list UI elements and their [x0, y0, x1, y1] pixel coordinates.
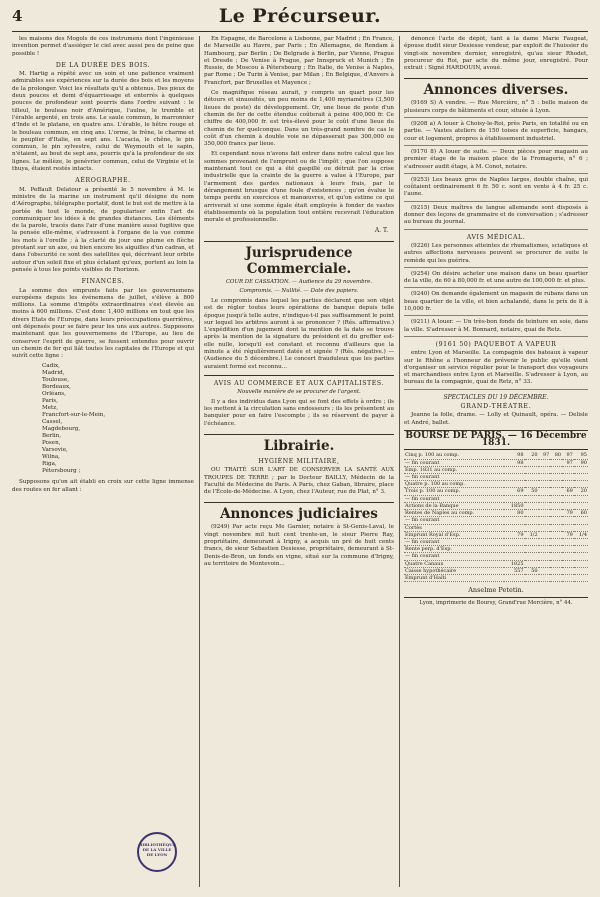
table-cell-label: Emprunt Royal d'Esp. — [404, 531, 504, 538]
table-cell-value — [550, 481, 562, 488]
article-routes: En Espagne, de Barcelone à Lisbonne, par Madrid ; En France, de Marseille au Havre, par Paris ; En Allemagne, de Rendam à Hambourg, par Berlin ; De Belgrade à Berlin, par Vienne, Prague et Dresde ; De Venise à Prague, par Innspruck et Munich ; En Russie, de Moscou à Pétersbourg ; En Italie, de Venise à Naples, par Rome ; De Turin à Venise, par Milan ; En Belgique, d'Anvers à Francfort, par Bruxelles et Mayence ; — [204, 36, 394, 86]
table-cell-value: 97 — [539, 452, 551, 459]
table-cell-value — [550, 574, 562, 581]
spectacles-heading: SPECTACLES DU 19 DÉCEMBRE. — [443, 393, 549, 401]
city-list — [42, 363, 194, 475]
table-cell-value — [525, 538, 539, 545]
table-cell-value: 95 — [574, 452, 588, 459]
table-cell-value — [525, 517, 539, 524]
table-cell-value: 79 — [504, 531, 525, 538]
table-cell-value — [539, 553, 551, 560]
table-cell-value — [539, 459, 551, 466]
column-1 — [12, 36, 194, 886]
table-row — [404, 452, 588, 459]
table-cell-value — [550, 459, 562, 466]
table-cell-value: 79 — [562, 531, 574, 538]
avis-subtitle: Nouvelle manière de se procurer de l'argent. — [237, 389, 361, 396]
table-cell-value — [539, 510, 551, 517]
table-cell-label: Quatre Canaux — [404, 560, 504, 567]
list-item: Paris, — [42, 398, 58, 405]
table-cell-value: 69 — [504, 488, 525, 495]
table-row — [404, 481, 588, 488]
table-cell-value: 20 — [574, 488, 588, 495]
article-intro: les maisons des Mogols de ces instrumens dont l'ingénieuse invention permet d'assiéger le ciel avec aussi peu de peine que possible ! — [12, 36, 194, 57]
advertisement: (9208 a) A louer à Choisy-le-Roi, près Paris, en totalité ou en partie. — Vastes ateliers de 150 toises de superficie, hangars, cour et logement, propres à établissement industriel. — [404, 121, 588, 146]
table-cell-value: 90 — [574, 459, 588, 466]
list-item: Varsovie, — [42, 447, 68, 454]
table-cell-value — [550, 495, 562, 502]
list-item: Cadix, — [42, 363, 60, 370]
table-cell-value: 60 — [574, 510, 588, 517]
table-cell-value — [539, 524, 551, 531]
table-cell-value — [504, 481, 525, 488]
table-cell-value — [562, 495, 574, 502]
table-cell-label: Cortès — [404, 524, 504, 531]
table-cell-label: Emprunt d'Haïti — [404, 574, 504, 581]
bourse-table — [404, 452, 588, 582]
table-cell-value — [574, 560, 588, 567]
article-top: dénoncé l'acte de dépôt, tant à la dame Marie Faugeat, épouse dudit sieur Desiesse vendeur, par exploit de l'huissier du vingt-six novembre dernier, enregistré, qu'au sieur Rhodet, procureur du Roi, par acte du même jour, enregistré. Pour extrait : Signé HARDOUIN, avoué. — [404, 36, 588, 72]
table-cell-value — [550, 502, 562, 509]
table-cell-value — [504, 538, 525, 545]
table-cell-value — [562, 474, 574, 481]
table-cell-value — [525, 459, 539, 466]
table-cell-label: Quatre p. 100 au comp. — [404, 481, 504, 488]
table-cell-value — [539, 567, 551, 574]
article-jurisprudence: Le compromis dans lequel les parties déclarent que son objet est de régler toutes leurs opérations de banque depuis telle époque jusqu'à telle autre, n'indique-t-il pas suffisamment le point sur lequel les arbitres auront à se prononcer ? (Rés. affirmative.) L'expédition d'un jugement dont la mention de la date se trouve après la mention de la signature du président et du greffier est-elle nulle, lorsqu'il est constant et reconnu d'ailleurs que la minute a été régulièrement datée et signée ? (Rés. négative.) — (Audience du 5 décembre.) Le concert frauduleux que les parties auraient formé est reconnu... — [204, 297, 394, 370]
table-cell-value — [550, 488, 562, 495]
advertisement: (9254) On désire acheter une maison dans un beau quartier de la ville, de 60 à 80,000 fr. et une autre de 100,000 fr. et plus. — [404, 271, 588, 289]
table-cell-value — [550, 474, 562, 481]
table-cell-value — [539, 538, 551, 545]
table-row — [404, 459, 588, 466]
table-cell-value — [574, 495, 588, 502]
table-cell-value — [574, 474, 588, 481]
list-item: Madrid, — [42, 370, 65, 377]
table-cell-value: 20 — [525, 452, 539, 459]
advertisement: (9215) Deux maîtres de langue allemande sont disposés à donner des leçons de grammaire et de conversation ; s'adresser au bureau du journal. — [404, 205, 588, 230]
table-row — [404, 517, 588, 524]
gerant-signature: Anselme Petetin. — [468, 586, 524, 595]
table-cell-value — [539, 574, 551, 581]
table-cell-value — [550, 524, 562, 531]
table-cell-value: 97 — [562, 459, 574, 466]
column-rule — [399, 36, 400, 887]
table-cell-value — [525, 546, 539, 553]
table-row — [404, 531, 588, 538]
table-cell-value — [574, 538, 588, 545]
bourse-title: BOURSE DE PARIS. — 16 Décembre 1831. — [404, 430, 588, 451]
table-row — [404, 466, 588, 473]
list-item: Wilna, — [42, 454, 60, 461]
table-cell-value — [574, 517, 588, 524]
table-row — [404, 574, 588, 581]
section-heading-avis-medical: AVIS MÉDICAL. — [466, 233, 526, 241]
table-row — [404, 495, 588, 502]
table-row — [404, 553, 588, 560]
column-3 — [404, 36, 588, 886]
table-cell-value — [562, 466, 574, 473]
table-cell-value: 1/4 — [574, 531, 588, 538]
table-cell-value: 98 — [504, 452, 525, 459]
column-rule — [199, 36, 200, 887]
table-cell-label: Cinq p. 100 au comp. — [404, 452, 504, 459]
section-heading-paquebot: (9161 50) PAQUEBOT A VAPEUR — [435, 340, 557, 348]
table-cell-value — [550, 510, 562, 517]
article-bois: M. Hartig a répété avec un soin et une patience vraiment admirables ses expériences sur la durée des bois et les moyens de la prolonger. Voici les résultats qu'il a obtenus. Des pieux de deux pouces et demi d'équarrissage et enterrés à quelques pouces de profondeur sont pourris dans l'ordre suivant : le tilleul, le bouleau noir d'Amérique, l'aulne, le tremble et l'érable argenté, en trois ans. Le saule commun, le marronnier d'Inde et le platane, en quatre ans. L'érable, le hêtre rouge et le bouleau commun, en cinq ans. L'orme, le frêne, le charme et le peuplier d'Italie, en sept ans. L'acacia, le chêne, le pin commun, le pin sylvestre, celui de Weymouth et le sapin, n'étaient, au bout de sept ans, pourris qu'à la profondeur de six lignes. Le mélèze, le genévrier commun, celui de Virginie et le thuya, étaient restés intacts. — [12, 71, 194, 173]
table-row — [404, 488, 588, 495]
table-cell-value: 1850 — [504, 502, 525, 509]
divider — [204, 375, 394, 376]
section-heading-aerographe: AÉROGRAPHE. — [75, 177, 131, 185]
table-cell-value — [562, 524, 574, 531]
section-heading-bois: DE LA DURÉE DES BOIS. — [55, 61, 151, 69]
advertisement: (9170 8) A louer de suite. — Deux pièces pour magasin au premier étage de la maison place de la Fromagerie, n° 6 ; s'adresser audit étage, à M. Conot, notaire. — [404, 149, 588, 174]
list-item: Francfort-sur-le-Mein, — [42, 412, 106, 419]
table-cell-value — [562, 538, 574, 545]
table-cell-value — [539, 517, 551, 524]
table-cell-value — [562, 517, 574, 524]
section-title-annonces-judiciaires: Annonces judiciaires — [204, 502, 394, 522]
table-cell-value — [562, 553, 574, 560]
list-item: Berlin, — [42, 433, 62, 440]
table-cell-value: 50 — [525, 567, 539, 574]
section-title-jurisprudence: Jurisprudence Commerciale. — [204, 241, 394, 277]
table-cell-value — [539, 531, 551, 538]
table-row — [404, 524, 588, 531]
table-cell-value — [550, 531, 562, 538]
table-cell-label: — fin courant — [404, 553, 504, 560]
table-row — [404, 502, 588, 509]
table-cell-value — [562, 574, 574, 581]
table-cell-value — [574, 567, 588, 574]
table-cell-value — [504, 517, 525, 524]
table-cell-value — [550, 538, 562, 545]
table-cell-label: Rente perp. d'Esp. — [404, 546, 504, 553]
table-cell-value: 1/2 — [525, 531, 539, 538]
table-cell-value — [539, 546, 551, 553]
table-cell-label: — fin courant — [404, 517, 504, 524]
table-cell-value — [539, 495, 551, 502]
section-title-annonces-diverses: Annonces diverses. — [404, 78, 588, 98]
table-cell-value — [562, 567, 574, 574]
table-cell-value: 98 — [504, 459, 525, 466]
table-cell-value — [504, 495, 525, 502]
table-cell-value — [574, 502, 588, 509]
table-cell-value — [504, 524, 525, 531]
article-signature: A. T. — [374, 227, 388, 235]
article-calc: Ce magnifique réseau aurait, y compris un quart pour les détours et sinuosités, un peu moins de 1,400 myriamètres (3,500 lieues de poste) de développement. Or, une lieue de poste d'un chemin de fer de cette étendue coûterait à peine 400,000 fr. Ce chiffre de 400,000 fr. est très-élevé pour le coût d'une lieue du chemin de fer quelconque. Dans un très-grand nombre de cas le coût d'un chemin à double voie ne dépasserait pas 300,000 ou 350,000 francs par lieue. — [204, 90, 394, 148]
advertisement: (9169 S) A vendre. — Rue Mercière, n° 5 : belle maison de plusieurs corps de bâtiments et cour, située à Lyon. — [404, 100, 588, 118]
table-cell-value — [504, 466, 525, 473]
table-cell-label: — fin courant — [404, 538, 504, 545]
table-cell-value — [525, 560, 539, 567]
table-cell-value — [525, 574, 539, 581]
table-row — [404, 510, 588, 517]
table-cell-value — [525, 510, 539, 517]
table-cell-label: Caisse hypothécaire — [404, 567, 504, 574]
book-title: HYGIÈNE MILITAIRE, — [258, 457, 340, 465]
table-row — [404, 546, 588, 553]
section-heading-avis: AVIS AU COMMERCE ET AUX CAPITALISTES. — [213, 379, 385, 387]
table-cell-value — [525, 502, 539, 509]
article-avis: Il y a des individus dans Lyon qui se font des effets à ordre ; ils les mettent à la circulation sans endosseurs ; ils les présentent au banquier pour en faire l'escompte ; ils se réservent de payer à l'échéance. — [204, 398, 394, 427]
table-cell-value — [525, 553, 539, 560]
article-aerographe: M. Peffault Delatour a présenté le 5 novembre à M. le ministre de la marine un instrument qu'il désigne du nom d'Aérographe, télégraphe portatif, dont le but est de mettre à la portée de tout le monde, de populariser enfin l'art de communiquer les idées à de grandes distances. Les éléments de la parole, tracés dans l'air d'une manière aussi fugitive que la pensée elle-même, s'adressent à l'organe de la vue comme les mots à l'oreille ; à la clarté du jour une plume en flèche pivotant sur un axe, ou bien encore les aiguilles d'un cadran, et dans l'obscurité ce sont des satellites qui, décrivant leur orbite autour d'un soleil fixe et plus éclatant qu'eux, portent au loin la pensée à tous les points visibles de l'horizon. — [12, 186, 194, 273]
table-cell-value — [539, 560, 551, 567]
advertisement: (9226) Les personnes atteintes de rhumatismes, sciatiques et autres affections nerveuses peuvent se procurer de suite le remède qui les guérira. — [404, 243, 588, 268]
table-cell-value: 79 — [562, 510, 574, 517]
advertisement-paquebot: entre Lyon et Marseille. La compagnie des bateaux à vapeur sur le Rhône a l'honneur de prévenir le public qu'elle vient d'organiser un service régulier pour le transport des voyageurs et marchandises entre Lyon et Marseille. S'adresser à Lyon, au bureau de la compagnie, quai de Retz, n° 33. — [404, 350, 588, 389]
list-item: Magdebourg, — [42, 426, 81, 433]
table-cell-label: Emp. 1831 au comp. — [404, 466, 504, 473]
advertisement: (9211) A louer. — Un très-bon fonds de teinture en soie, dans la ville. S'adresser à M. Bonnard, notaire, quai de Retz. — [404, 319, 588, 337]
table-cell-label: Actions de la Banque — [404, 502, 504, 509]
table-cell-label: — fin courant — [404, 459, 504, 466]
table-cell-value — [539, 481, 551, 488]
table-cell-value — [550, 517, 562, 524]
section-title-librairie: Librairie. — [204, 434, 394, 454]
table-cell-value — [574, 546, 588, 553]
article-conclusion: Et cependant nous n'avons fait entrer dans notre calcul que les sommes provenant de l'emprunt ou de l'impôt ; que l'on suppose maintenant tout ce qui a été gaspillé ou détruit par la crise industrielle que la crainte de la guerre a value à l'Europe, par l'armement des gardes nationaux à leurs frais, par le dérangement brusque d'une foule d'existences ; qu'on évalue le temps perdu en exercices et manœuvres, et qu'on estime ce qui arriverait si une somme égale était employée à fonder de vastes établissements où la population tout entière recevrait l'éducation morale et professionnelle. — [204, 151, 394, 224]
page-number: 4 — [12, 7, 23, 25]
article-finances: La somme des emprunts faits par les gouvernemens européens depuis les événemens de juillet, s'élève à 800 millions. La somme d'impôts extraordinaires s'est élevée au moins à 600 millions. C'est donc 1,400 millions en tout que les divers Etats de l'Europe, dans leurs préoccupations guerrières, ont dépensés pour se faire peur les uns aux autres. Supposons maintenant que les gouvernemens de l'Europe, au lieu de conserver l'esprit de guerre, se fussent entendus pour ouvrir un chemin de fer qui liât toutes les capitales de l'Europe et qui suivît cette ligne : — [12, 287, 194, 360]
page-header — [12, 5, 588, 32]
list-item: Orléans, — [42, 391, 66, 398]
masthead: Le Précurseur. — [218, 5, 382, 27]
list-item: Toulouse, — [42, 377, 69, 384]
article-librairie: OU TRAITÉ SUR L'ART DE CONSERVER LA SANTÉ AUX TROUPES DE TERRE ; par le Docteur BAILLY, Médecin de la Faculté de Médecine de Paris. A Paris, chez Gaban, libraire, place de l'École-de-Médecine. A Lyon, chez l'Auteur, rue du Plat, n° 3. — [204, 467, 394, 496]
table-cell-value: 1025 — [504, 560, 525, 567]
theatre-heading: GRAND-THÉATRE. — [460, 402, 532, 410]
table-cell-value — [574, 574, 588, 581]
table-cell-value — [525, 481, 539, 488]
table-cell-value: 50 — [525, 488, 539, 495]
theatre-program: Jeanne la folle, drame. — Lolly et Quinault, opéra. — Delisle et André, ballet. — [404, 412, 588, 426]
table-cell-value — [574, 481, 588, 488]
table-cell-value: 80 — [504, 510, 525, 517]
table-cell-value — [525, 495, 539, 502]
table-cell-value — [504, 546, 525, 553]
table-cell-value — [562, 502, 574, 509]
article-annonces-judiciaires: (9249) Par acte reçu Me Garnier, notaire à St-Genis-Laval, le vingt novembre mil huit cent trente-un, le sieur Pierre Ray, propriétaire, demeurant à Irigny, a acquis un pré de huit cents francs, de sieur Sebastien Desiesse, propriétaire, demeurant à St-Denis-de-Bron, un fonds en vigne, situé sur la commune d'Irigny, au territoire de Montevoin... — [204, 524, 394, 567]
table-cell-value — [525, 466, 539, 473]
table-cell-value — [539, 474, 551, 481]
section-heading-finances: FINANCES. — [81, 278, 125, 286]
list-item: Bordeaux, — [42, 384, 71, 391]
table-cell-value — [550, 560, 562, 567]
table-cell-value — [550, 546, 562, 553]
table-cell-value — [574, 524, 588, 531]
imprint-line: Lyon, imprimerie de Boursy, Grand'rue Mercière, n° 44. — [404, 597, 588, 607]
table-cell-label: Trois p. 100 au comp. — [404, 488, 504, 495]
table-row — [404, 567, 588, 574]
table-row — [404, 474, 588, 481]
table-cell-value — [574, 466, 588, 473]
advertisement: (9253) Les beaux gros de Naples larges, double chaîne, qui coûtaient ordinairement 6 fr. 50 c. sont en vente à 4 fr. 25 c. l'aune. — [404, 177, 588, 202]
library-stamp: BIBLIOTHÈQUE DE LA VILLE DE LYON — [137, 832, 177, 872]
table-cell-value: 557 — [504, 567, 525, 574]
table-cell-value — [562, 481, 574, 488]
table-cell-value — [562, 560, 574, 567]
table-cell-value — [504, 574, 525, 581]
table-row — [404, 560, 588, 567]
jurisprudence-subtitle: COUR DE CASSATION. — Audience du 29 novembre. — [225, 278, 373, 285]
table-cell-value — [550, 553, 562, 560]
table-cell-value — [539, 488, 551, 495]
table-cell-value — [525, 524, 539, 531]
table-cell-value — [539, 502, 551, 509]
list-item: Pétersbourg ; — [42, 468, 81, 475]
table-cell-value — [562, 546, 574, 553]
article-closing: Supposons qu'on ait établi en croix sur cette ligne immense des routes en fer allant : — [12, 479, 194, 493]
table-cell-value: 69 — [562, 488, 574, 495]
table-row — [404, 538, 588, 545]
table-cell-value — [525, 474, 539, 481]
table-cell-label: Rentes de Naples au comp. — [404, 510, 504, 517]
list-item: Metz, — [42, 405, 59, 412]
table-cell-value — [574, 553, 588, 560]
table-cell-value — [504, 474, 525, 481]
table-cell-label: — fin courant — [404, 495, 504, 502]
list-item: Riga, — [42, 461, 57, 468]
table-cell-value — [550, 466, 562, 473]
table-cell-value — [550, 567, 562, 574]
table-cell-value — [504, 553, 525, 560]
column-2 — [204, 36, 394, 886]
table-cell-value: 97 — [562, 452, 574, 459]
list-item: Cassel, — [42, 419, 63, 426]
table-cell-label: — fin courant — [404, 474, 504, 481]
list-item: Posen, — [42, 440, 61, 447]
table-cell-value — [539, 466, 551, 473]
advertisement: (9240) On demande également un magasin de rubans dans un beau quartier de la ville, et bien achalandé, dans le prix de 8 à 10,000 fr. — [404, 291, 588, 316]
table-cell-value: 80 — [550, 452, 562, 459]
jurisprudence-subtitle-2: Compromis. — Nullité. — Date des papiers. — [239, 288, 359, 295]
